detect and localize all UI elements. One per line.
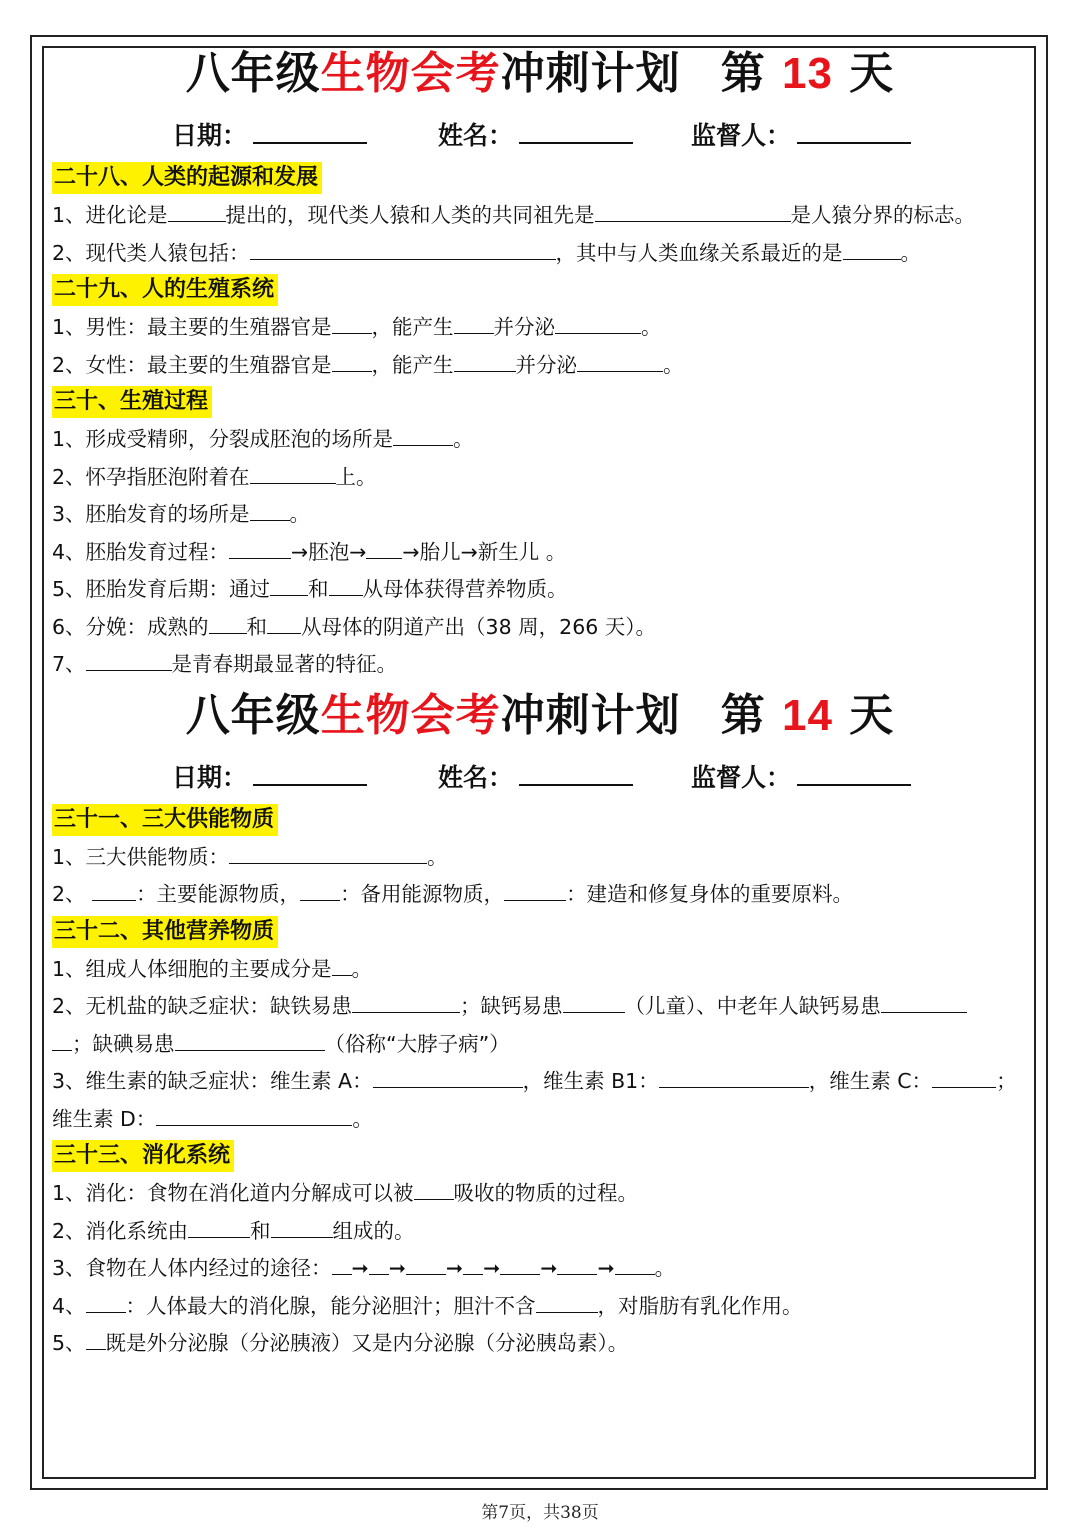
question-text: 。	[900, 240, 922, 265]
date-blank[interactable]	[253, 762, 367, 786]
question-text: 4、胚胎发育过程：	[52, 539, 230, 564]
question-text: →胚泡→	[291, 539, 367, 564]
question-text: 从母体获得营养物质。	[362, 577, 568, 601]
answer-blank[interactable]	[86, 1292, 126, 1313]
question-text: 1、男性：最主要的生殖器官是	[52, 315, 332, 339]
answer-blank[interactable]	[156, 1105, 352, 1126]
question-text: 。	[453, 427, 474, 451]
question-text: 1、消化：食物在消化道内分解成可以被	[52, 1181, 414, 1205]
name-field: 姓名：	[438, 758, 633, 794]
question-text: ：备用能源物质，	[340, 882, 505, 906]
answer-blank[interactable]	[881, 992, 967, 1013]
question-line	[50, 1250, 1030, 1288]
question-text: ；缺钙易患	[460, 994, 563, 1018]
answer-blank[interactable]	[86, 1329, 106, 1350]
question-text: ，能产生	[371, 315, 454, 339]
question-text: 2、无机盐的缺乏症状：缺铁易患	[52, 994, 353, 1018]
answer-blank[interactable]	[595, 201, 791, 222]
day-number: 13	[782, 49, 833, 98]
question-text: ➞	[445, 1256, 464, 1280]
question-line	[50, 1101, 1030, 1139]
question-text: 1、三大供能物质：	[52, 844, 230, 869]
answer-blank[interactable]	[250, 239, 556, 260]
question-text: 。	[641, 315, 662, 339]
question-text: ：建造和修复身体的重要原料。	[566, 882, 854, 906]
question-text: 从母体的阴道产出（38 周，266 天）。	[301, 614, 657, 639]
question-text: 。	[352, 1106, 373, 1131]
question-line	[50, 839, 1030, 877]
answer-blank[interactable]	[300, 880, 340, 901]
question-text: 是青春期最显著的特征。	[171, 652, 398, 676]
answer-blank[interactable]	[615, 1254, 655, 1275]
question-text: 7、	[52, 652, 86, 676]
answer-blank[interactable]	[267, 613, 301, 634]
question-text: 。	[654, 1256, 676, 1280]
question-text: ，能产生	[371, 352, 454, 377]
answer-blank[interactable]	[271, 1217, 333, 1238]
question-text: ➞	[483, 1256, 501, 1280]
answer-blank[interactable]	[536, 1292, 598, 1313]
question-text: （俗称“大脖子病”）	[324, 1031, 510, 1056]
question-text: 。	[427, 844, 448, 869]
page-footer: 第7页，共38页	[481, 1503, 599, 1523]
answer-blank[interactable]	[369, 1254, 389, 1275]
question-text: 提出的，现代类人猿和人类的共同祖先是	[225, 203, 595, 227]
section-heading: 三十二、其他营养物质	[52, 916, 278, 948]
day-label-post: 天	[849, 689, 895, 741]
section-heading: 三十三、消化系统	[52, 1140, 234, 1172]
answer-blank[interactable]	[393, 425, 453, 446]
question-line	[50, 347, 1030, 385]
question-line	[50, 496, 1030, 534]
answer-blank[interactable]	[250, 463, 336, 484]
question-text: （儿童）、中老年人缺钙易患	[624, 994, 881, 1018]
answer-blank[interactable]	[659, 1067, 809, 1088]
question-line	[50, 1063, 1030, 1101]
answer-blank[interactable]	[577, 351, 663, 372]
question-text: 2、女性：最主要的生殖器官是	[52, 352, 332, 377]
question-line	[50, 459, 1030, 497]
question-text: 。	[351, 956, 373, 981]
question-text: ，对脂肪有乳化作用。	[597, 1293, 803, 1318]
question-text: 1、形成受精卵，分裂成胚泡的场所是	[52, 427, 394, 451]
question-text: 2、怀孕指胚泡附着在	[52, 464, 250, 489]
day-label-pre: 第	[720, 689, 766, 741]
question-text: 吸收的物质的过程。	[453, 1181, 639, 1205]
question-text: 3、胚胎发育的场所是	[52, 502, 250, 526]
name-blank[interactable]	[519, 762, 633, 786]
answer-blank[interactable]	[563, 992, 625, 1013]
answer-blank[interactable]	[366, 538, 402, 559]
supervisor-field: 监督人：	[691, 758, 911, 794]
question-line	[50, 1175, 1030, 1213]
question-text: 3、食物在人体内经过的途径：	[52, 1256, 332, 1280]
question-text: ；	[996, 1069, 1017, 1093]
answer-blank[interactable]	[332, 313, 372, 334]
question-line	[50, 951, 1030, 989]
answer-blank[interactable]	[932, 1067, 996, 1088]
answer-blank[interactable]	[843, 239, 901, 260]
meta-row	[50, 104, 1030, 160]
name-blank[interactable]	[519, 120, 633, 144]
question-text: →胎儿→新生儿 。	[402, 539, 567, 564]
answer-blank[interactable]	[250, 500, 290, 521]
question-line	[50, 421, 1030, 459]
answer-blank[interactable]	[557, 1254, 597, 1275]
question-line	[50, 1026, 1030, 1064]
answer-blank[interactable]	[414, 1179, 454, 1200]
question-text: 1、组成人体细胞的主要成分是	[52, 956, 332, 981]
question-text: ，维生素 B1：	[522, 1069, 659, 1093]
question-line	[50, 197, 1030, 235]
worksheet	[50, 46, 1030, 1363]
answer-blank[interactable]	[229, 843, 427, 864]
question-text: 5、	[52, 1331, 86, 1355]
answer-blank[interactable]	[86, 650, 172, 671]
question-text: 既是外分泌腺（分泌胰液）又是内分泌腺（分泌胰岛素）。	[105, 1331, 629, 1355]
question-text: 3、维生素的缺乏症状：维生素 A：	[52, 1069, 373, 1093]
sections-list	[50, 160, 1030, 684]
question-text: 上。	[335, 464, 377, 489]
question-text: 和	[250, 1218, 271, 1243]
question-text: ：主要能源物质，	[136, 882, 301, 906]
answer-blank[interactable]	[352, 992, 460, 1013]
sections-list	[50, 802, 1030, 1363]
question-line	[50, 1325, 1030, 1363]
question-line	[50, 988, 1030, 1026]
date-field: 日期：	[172, 116, 367, 152]
question-text: 6、分娩：成熟的	[52, 614, 209, 639]
answer-blank[interactable]	[406, 1254, 446, 1275]
answer-blank[interactable]	[188, 1217, 250, 1238]
question-text: 并分泌	[515, 352, 578, 377]
question-line	[50, 1213, 1030, 1251]
supervisor-blank[interactable]	[797, 762, 911, 786]
question-line	[50, 876, 1030, 914]
answer-blank[interactable]	[332, 1254, 352, 1275]
answer-blank[interactable]	[500, 1254, 540, 1275]
answer-blank[interactable]	[504, 880, 566, 901]
question-line	[50, 609, 1030, 647]
question-line	[50, 235, 1030, 273]
question-text: 组成的。	[332, 1218, 415, 1243]
answer-blank[interactable]	[270, 575, 308, 596]
answer-blank[interactable]	[463, 1254, 483, 1275]
name-field: 姓名：	[438, 116, 633, 152]
answer-blank[interactable]	[332, 351, 372, 372]
question-text: 1、进化论是	[52, 203, 168, 227]
question-text: 2、	[52, 882, 93, 906]
day-label-post: 天	[849, 48, 895, 99]
plan-day-13	[50, 46, 1030, 684]
supervisor-field: 监督人：	[691, 116, 911, 152]
question-text: ➞	[597, 1256, 615, 1280]
answer-blank[interactable]	[329, 575, 363, 596]
answer-blank[interactable]	[373, 1067, 523, 1088]
question-text: 4、	[52, 1293, 86, 1318]
date-blank[interactable]	[253, 120, 367, 144]
question-text: ➞	[351, 1256, 369, 1280]
question-line	[50, 646, 1030, 684]
day-number: 14	[782, 690, 833, 740]
question-text: ，维生素 C：	[808, 1069, 933, 1093]
section-heading: 二十九、人的生殖系统	[52, 274, 278, 306]
date-field: 日期：	[172, 758, 367, 794]
question-text: ，其中与人类血缘关系最近的是	[555, 240, 843, 265]
answer-blank[interactable]	[209, 613, 247, 634]
day-label-pre: 第	[720, 48, 766, 99]
section-heading: 三十、生殖过程	[52, 386, 212, 418]
answer-blank[interactable]	[168, 201, 226, 222]
question-line	[50, 309, 1030, 347]
question-text: 2、消化系统由	[52, 1218, 189, 1243]
question-line	[50, 1288, 1030, 1326]
question-text: ；缺碘易患	[72, 1031, 175, 1056]
plan-title	[50, 46, 1030, 104]
answer-blank[interactable]	[92, 880, 136, 901]
question-text: ：人体最大的消化腺，能分泌胆汁；胆汁不含	[125, 1293, 536, 1318]
title-suffix: 冲刺计划	[500, 48, 681, 99]
question-text: 是人猿分界的标志。	[790, 203, 976, 227]
answer-blank[interactable]	[229, 538, 291, 559]
section-heading: 三十一、三大供能物质	[52, 804, 278, 836]
supervisor-blank[interactable]	[797, 120, 911, 144]
answer-blank[interactable]	[454, 351, 516, 372]
section-heading: 二十八、人类的起源和发展	[52, 162, 322, 194]
title-prefix: 八年级	[185, 48, 321, 99]
answer-blank[interactable]	[175, 1030, 325, 1051]
question-text: 和	[246, 614, 268, 639]
answer-blank[interactable]	[332, 955, 352, 976]
question-text: 并分泌	[493, 315, 556, 339]
meta-row	[50, 746, 1030, 802]
question-line	[50, 571, 1030, 609]
title-highlight: 生物会考	[320, 689, 501, 741]
question-text: 。	[289, 502, 311, 526]
plan-title	[50, 688, 1030, 746]
question-text: ➞	[540, 1256, 558, 1280]
question-text: 维生素 D：	[52, 1106, 157, 1131]
answer-blank[interactable]	[454, 313, 494, 334]
plan-day-14	[50, 688, 1030, 1363]
question-text: 5、胚胎发育后期：通过	[52, 577, 271, 601]
title-suffix: 冲刺计划	[500, 689, 681, 741]
question-text: 2、现代类人猿包括：	[52, 240, 250, 265]
answer-blank[interactable]	[555, 313, 641, 334]
question-text: 。	[663, 352, 684, 377]
question-line	[50, 534, 1030, 572]
question-text: ➞	[388, 1256, 406, 1280]
title-prefix: 八年级	[185, 689, 321, 741]
title-highlight: 生物会考	[320, 48, 501, 99]
answer-blank[interactable]	[52, 1030, 72, 1051]
question-text: 和	[308, 577, 329, 601]
